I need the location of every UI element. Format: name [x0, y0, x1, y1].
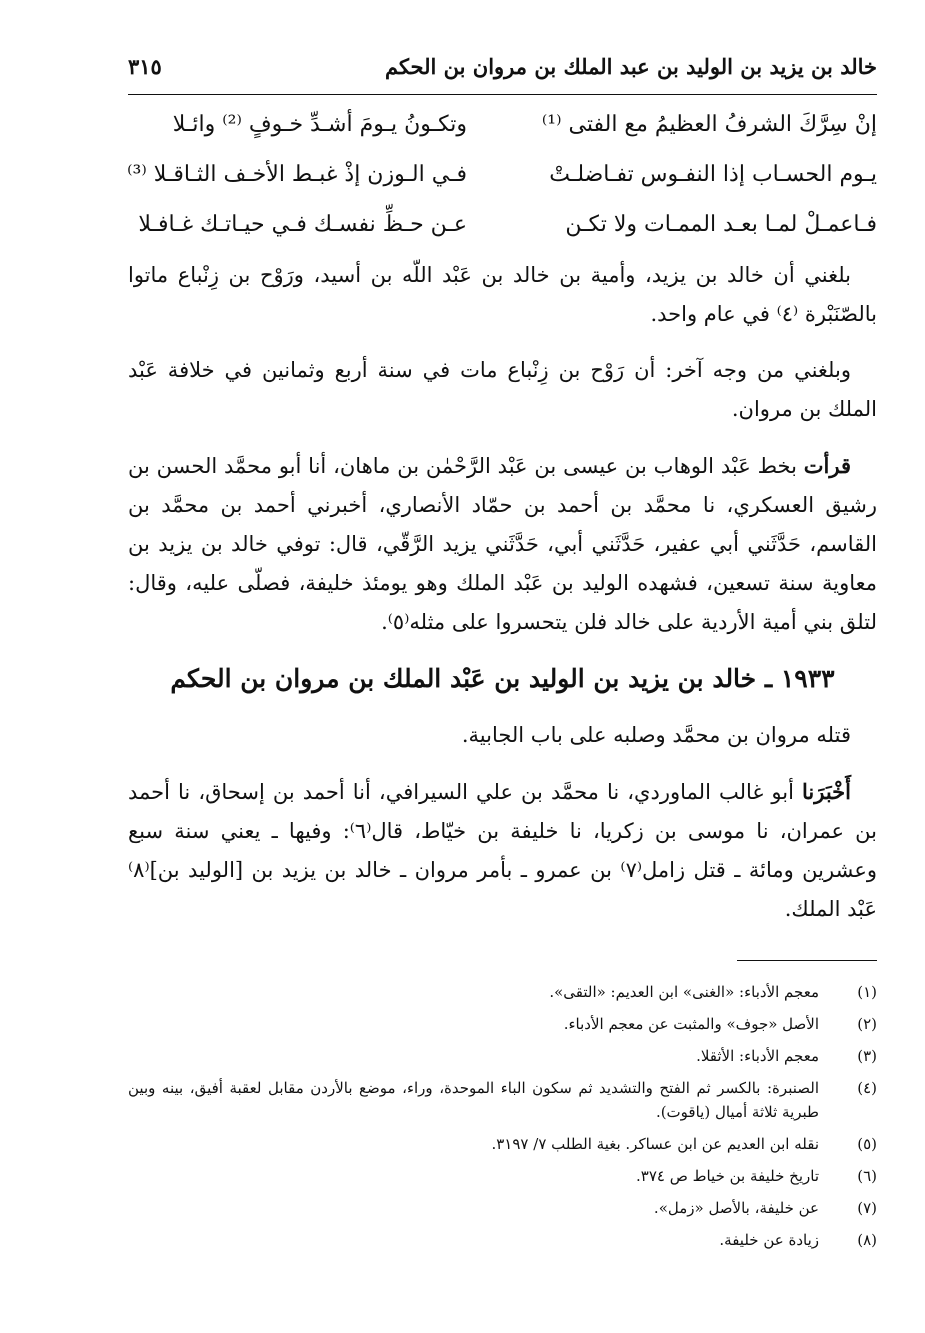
- paragraph: بلغني أن خالد بن يزيد، وأمية بن خالد بن عَبْد اللّه بن أسيد، ورَوْح بن زِنْباع ماتوا بالصّنَبْرة ⁽٤⁾ في عام واحد.: [128, 263, 877, 326]
- footnote-number: (٧): [857, 1199, 877, 1217]
- poem-line: [128, 208, 877, 258]
- poem-line: [128, 108, 877, 158]
- verse-first-hemistich: إنْ سِرَّكَ الشرفُ العظيمُ مع الفتى ⁽¹⁾: [541, 112, 877, 137]
- footnote: [128, 1076, 877, 1124]
- verse-first-hemistich: فـاعمـلْ لمـا بعـد الممـات ولا تكـن: [565, 212, 877, 237]
- footnote-text: تاريخ خليفة بن خياط ص ٣٧٤.: [635, 1167, 819, 1185]
- footnote-text: الصنبرة: بالكسر ثم الفتح والتشديد ثم سكون الباء الموحدة، وراء، موضع بالأردن مقابل لعقبة أفيق، بينه وبين طبرية ثلاثة أميال (ياقوت).: [128, 1079, 819, 1121]
- footnote: [128, 980, 877, 1004]
- paragraph: وبلغني من وجه آخر: أن رَوْح بن زِنْباع مات في سنة أربع وثمانين في خلافة عَبْد الملك بن مروان.: [128, 358, 877, 421]
- paragraph-lead: أَخْبَرَنا: [802, 779, 851, 804]
- running-header: [128, 50, 877, 90]
- footnote-number: (٥): [857, 1135, 877, 1153]
- poem-verses: [128, 108, 877, 258]
- footnote: [128, 1164, 877, 1188]
- footnote: [128, 1044, 877, 1068]
- footnote: [128, 1132, 877, 1156]
- entry-heading: ١٩٣٣ ـ خالد بن يزيد بن الوليد بن عَبْد الملك بن مروان بن الحكم: [170, 664, 835, 693]
- footnote-text: زيادة عن خليفة.: [719, 1231, 819, 1249]
- footnote-number: (٨): [857, 1231, 877, 1249]
- footnote-text: معجم الأدباء: الأثقلا.: [696, 1047, 819, 1065]
- footnote-text: عن خليفة، بالأصل «زمل».: [653, 1199, 819, 1217]
- header-title: خالد بن يزيد بن الوليد بن عبد الملك بن مروان بن الحكم: [384, 54, 877, 79]
- footnote-text: نقله ابن العديم عن ابن عساكر. بغية الطلب ٧/ ٣١٩٧.: [491, 1135, 819, 1153]
- footnote-number: (٦): [857, 1167, 877, 1185]
- verse-second-hemistich: فـي الـوزن إذْ غبـط الأخـف الثـاقـلا ⁽³⁾: [127, 162, 467, 187]
- footnote-text: الأصل «جوف» والمثبت عن معجم الأدباء.: [563, 1015, 819, 1033]
- footnote-number: (٤): [857, 1079, 877, 1097]
- page-number: ٣١٥: [128, 54, 162, 79]
- paragraph: قتله مروان بن محمَّد وصلبه على باب الجابية.: [461, 723, 851, 747]
- footnote-number: (٣): [857, 1047, 877, 1065]
- header-divider: [128, 94, 877, 95]
- footnote: [128, 1196, 877, 1220]
- verse-second-hemistich: وتكـونُ يـومَ أشـدِّ خـوفٍ ⁽²⁾ وائـلا: [172, 112, 467, 137]
- footnote-number: (٢): [857, 1015, 877, 1033]
- footnote-divider: [737, 960, 877, 961]
- verse-second-hemistich: عـن حـظِّ نفسـك فـي حيـاتـك غـافـلا: [138, 212, 467, 237]
- footnote: [128, 1228, 877, 1252]
- footnote-text: معجم الأدباء: «الغنى» ابن العديم: «التقى».: [549, 983, 819, 1001]
- main-text-lower: [128, 716, 877, 946]
- paragraph-text: أبو غالب الماوردي، نا محمَّد بن علي السيرافي، أنا أحمد بن إسحاق، نا أحمد بن عمران، نا موسى بن زكريا، نا خليفة بن خيّاط، قال⁽٦⁾: وفيها ـ يعني سنة سبع وعشرين ومائة ـ قتل زامل⁽٧⁾ بن عمرو ـ بأمر مروان ـ خالد بن يزيد بن [الوليد بن]⁽٨⁾ عَبْد الملك.: [128, 780, 877, 921]
- poem-line: [128, 158, 877, 208]
- main-text-upper: [128, 256, 877, 659]
- paragraph: [128, 772, 877, 929]
- paragraph-text: بخط عَبْد الوهاب بن عيسى بن عَبْد الرَّحْمٰن بن ماهان، أنا أبو محمَّد الحسن بن رشيق العسكري، نا محمَّد بن أحمد بن حمّاد الأنصاري، أخبرني أحمد بن محمَّد بن القاسم، حَدَّثَني أبي عفير، حَدَّثَني أبي، حَدَّثَني يزيد الرَّقّي، قال: توفي خالد بن يزيد بن معاوية سنة تسعين، فشهده الوليد بن عَبْد الملك وهو يومئذ خليفة، فصلّى عليه، وقال: لتلق بني أمية الأردية على خالد فلن يتحسروا على مثله⁽٥⁾.: [128, 454, 877, 634]
- verse-first-hemistich: يـوم الحسـاب إذا النفـوس تفـاضلـتْ: [549, 162, 877, 187]
- footnote-number: (١): [857, 983, 877, 1001]
- paragraph: [128, 446, 877, 642]
- paragraph-lead: قرأت: [803, 453, 851, 478]
- footnotes: [128, 980, 877, 1260]
- footnote: [128, 1012, 877, 1036]
